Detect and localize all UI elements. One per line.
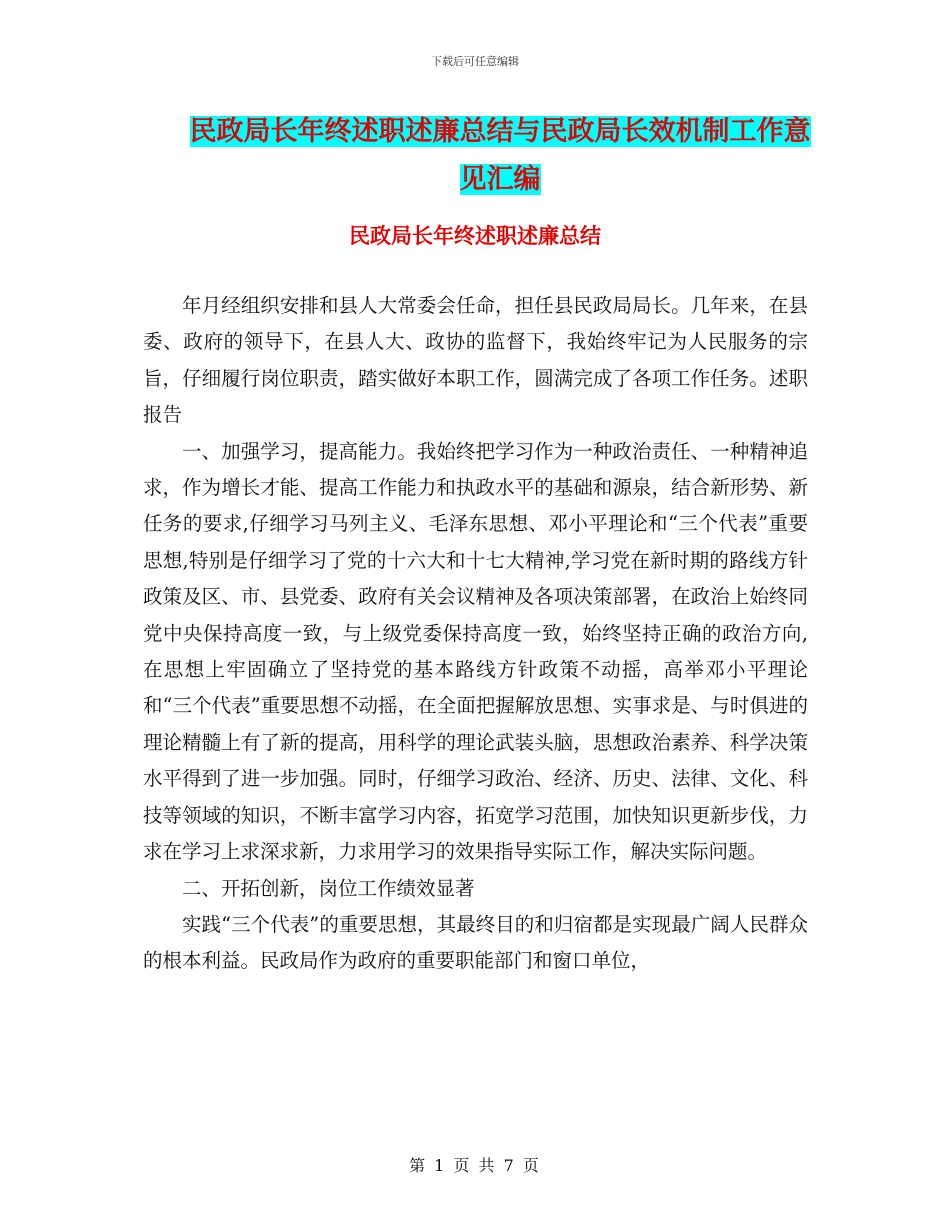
header-note: 下载后可任意编辑 [431, 55, 519, 68]
document-title [180, 108, 820, 204]
paragraph: 二、开拓创新，岗位工作绩效显著 [182, 876, 475, 900]
document-title-line1: 民政局长年终述职述廉总结与民政局长效机制工作意 [189, 116, 811, 147]
document-title-line2: 见汇编 [459, 164, 541, 195]
paragraph: 年月经组织安排和县人大常委会任命，担任县民政局局长。几年来，在县委、政府的领导下，在县人大、政协的监督下，我始终牢记为人民服务的宗旨，仔细履行岗位职责，踏实做好本职工作，圆满完成了各项工作任务。述职报告 [143, 294, 808, 427]
page-number-footer: 第 1 页 共 7 页 [409, 1156, 541, 1175]
document-body [143, 288, 808, 980]
paragraph: 实践“三个代表”的重要思想，其最终目的和归宿都是实现最广阔人民群众的根本利益。民政局作为政府的重要职能部门和窗口单位， [143, 912, 808, 973]
paragraph: 一、加强学习，提高能力。我始终把学习作为一种政治责任、一种精神追求，作为增长才能、提高工作能力和执政水平的基础和源泉，结合新形势、新任务的要求,仔细学习马列主义、毛泽东思想、邓小平理论和“三个代表”重要思想,特别是仔细学习了党的十六大和十七大精神,学习党在新时期的路线方针政策及区、市、县党委、政府有关会议精神及各项决策部署，在政治上始终同党中央保持高度一致，与上级党委保持高度一致，始终坚持正确的政治方向,在思想上牢固确立了坚持党的基本路线方针政策不动摇，高举邓小平理论和“三个代表”重要思想不动摇，在全面把握解放思想、实事求是、与时俱进的理论精髓上有了新的提高，用科学的理论武装头脑，思想政治素养、科学决策水平得到了进一步加强。同时，仔细学习政治、经济、历史、法律、文化、科技等领域的知识，不断丰富学习内容，拓宽学习范围，加快知识更新步伐，力求在学习上求深求新，力求用学习的效果指导实际工作，解决实际问题。 [143, 439, 808, 864]
section-title: 民政局长年终述职述廉总结 [349, 223, 601, 248]
